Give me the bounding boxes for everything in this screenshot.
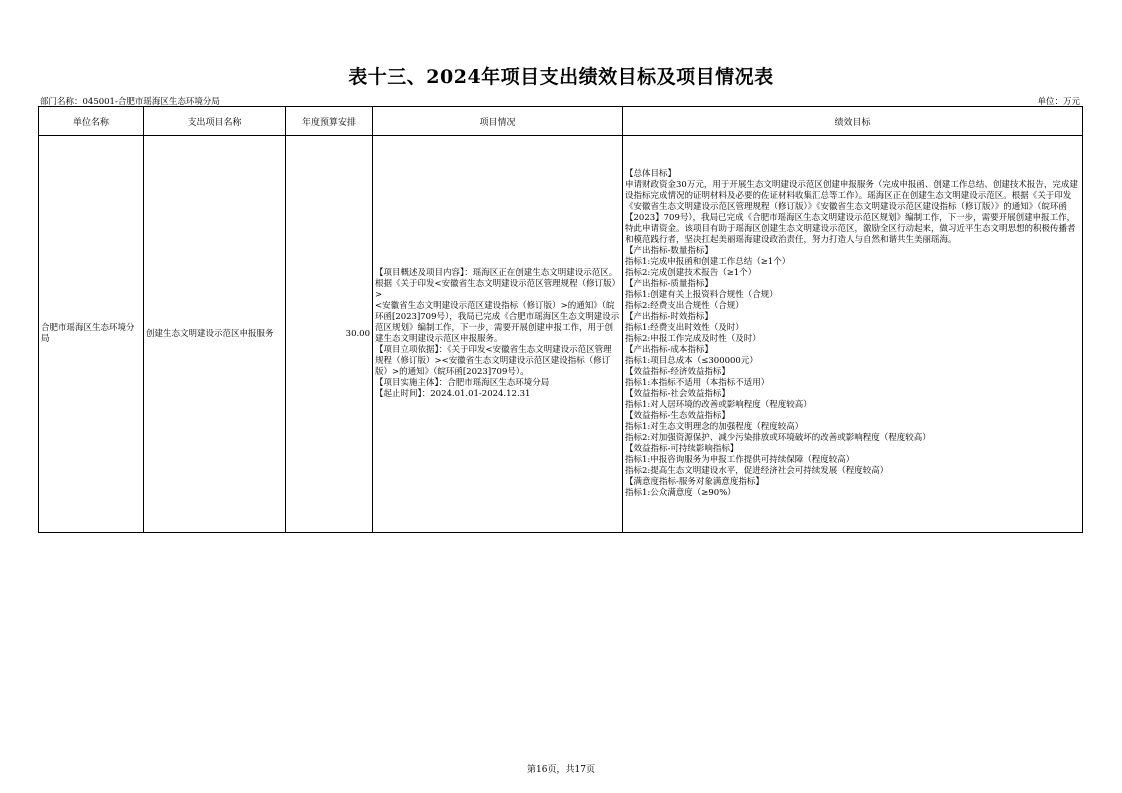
perf-line: 指标1:创建有关上报资料合规性（合规） [625,290,778,300]
header-project-name: 支出项目名称 [144,107,286,136]
info-line: 【项目概述及项目内容】：瑶海区正在创建生态文明建设示范区。根据《关于印发<安徽省生态文明建设示范区管理规程（修订版）> [375,268,618,300]
perf-line: 指标1:对人居环境的改善或影响程度（程度较高） [625,400,812,410]
unit-label: 单位：万元 [1037,97,1080,107]
info-line: <安徽省生态文明建设示范区建设指标（修订版）>的通知》（皖环函[2023]709号），我局已完成《合肥市瑶海区生态文明建设示范区规划》编制工作，下一步，需要开展创建申报工作，用于创建生态文明建设示范区申报服务。 [375,301,620,344]
perf-line: 【产出指标-时效指标】 [625,312,713,322]
perf-line: 指标2:经费支出合规性（合规） [625,301,744,311]
perf-line: 指标1:对生态文明理念的加强程度（程度较高） [625,422,804,432]
cell-annual-budget: 30.00 [286,136,373,533]
perf-line: 指标1:本指标不适用（本指标不适用） [625,378,770,388]
perf-line: 【效益指标-经济效益指标】 [625,367,730,377]
performance-table [38,106,1083,533]
info-line: 【项目实施主体】：合肥市瑶海区生态环境分局 [375,378,550,388]
header-performance-goal: 绩效目标 [623,107,1083,136]
perf-line: 【产出指标-质量指标】 [625,279,713,289]
perf-line: 指标1:完成申报函和创建工作总结（≥1个） [625,257,791,267]
perf-line: 【效益指标-可持续影响指标】 [625,444,739,454]
perf-line: 【效益指标-社会效益指标】 [625,389,730,399]
perf-line: 【产出指标-成本指标】 [625,345,713,355]
perf-line: 【效益指标-生态效益指标】 [625,411,730,421]
department-label: 部门名称：045001-合肥市瑶海区生态环境分局 [40,97,220,107]
table-header-row [39,107,1083,136]
cell-project-name: 创建生态文明建设示范区申报服务 [144,136,286,533]
cell-performance-goal [623,136,1083,533]
perf-line: 【产出指标-数量指标】 [625,246,713,256]
perf-line: 指标2:完成创建技术报告（≥1个） [625,268,757,278]
info-line: 【起止时间】：2024.01.01-2024.12.31 [375,389,531,399]
perf-line: 【满意度指标-服务对象满意度指标】 [625,477,764,487]
perf-line: 【总体目标】 [625,169,677,179]
header-annual-budget: 年度预算安排 [286,107,373,136]
perf-line: 指标2:申报工作完成及时性（及时） [625,334,761,344]
table-row [39,136,1083,533]
perf-line: 指标1:公众满意度（≥90%） [625,488,736,498]
perf-line: 指标1:项目总成本（≤300000元） [625,356,758,366]
perf-line: 指标1:经费支出时效性（及时） [625,323,744,333]
header-unit-name: 单位名称 [39,107,144,136]
perf-line: 申请财政资金30万元，用于开展生态文明建设示范区创建申报服务（完成申报函、创建工作总结、创建技术报告，完成建设指标完成情况的证明材料及必要的佐证材料收集汇总等工作）。瑶海区正在创建生态文明建设示范区。根据《关于印发《安徽省生态文明建设示范区管理规程（修订版）》《安徽省生态文明建设示范区建设指标（修订版）》的通知》（皖环函【2023】709号），我局已完成《合肥市瑶海区生态文明建设示范区规划》编制工作，下一步，需要开展创建申报工作，特此申请资金。该项目有助于瑶海区创建生态文明建设示范区，激励全区行动起来，做习近平生态文明思想的积极传播者和模范践行者，坚决扛起美丽瑶海建设政治责任，努力打造人与自然和谐共生美丽瑶海。 [625,180,1078,245]
page-footer: 第16页，共17页 [527,765,595,775]
perf-line: 指标2:对加强资源保护、减少污染排放或环境破坏的改善或影响程度（程度较高） [625,433,931,443]
cell-project-info [373,136,623,533]
header-project-info: 项目情况 [373,107,623,136]
page-title: 表十三、2024年项目支出绩效目标及项目情况表 [348,66,774,88]
cell-unit-name: 合肥市瑶海区生态环境分局 [39,136,144,533]
info-line: 【项目立项依据】：《关于印发<安徽省生态文明建设示范区管理规程（修订版）><安徽省生态文明建设示范区建设指标（修订版）>的通知》（皖环函[2023]709号）。 [375,345,612,377]
perf-line: 指标1:申报咨询服务为申报工作提供可持续保障（程度较高） [625,455,855,465]
perf-line: 指标2:提高生态文明建设水平，促进经济社会可持续发展（程度较高） [625,466,889,476]
